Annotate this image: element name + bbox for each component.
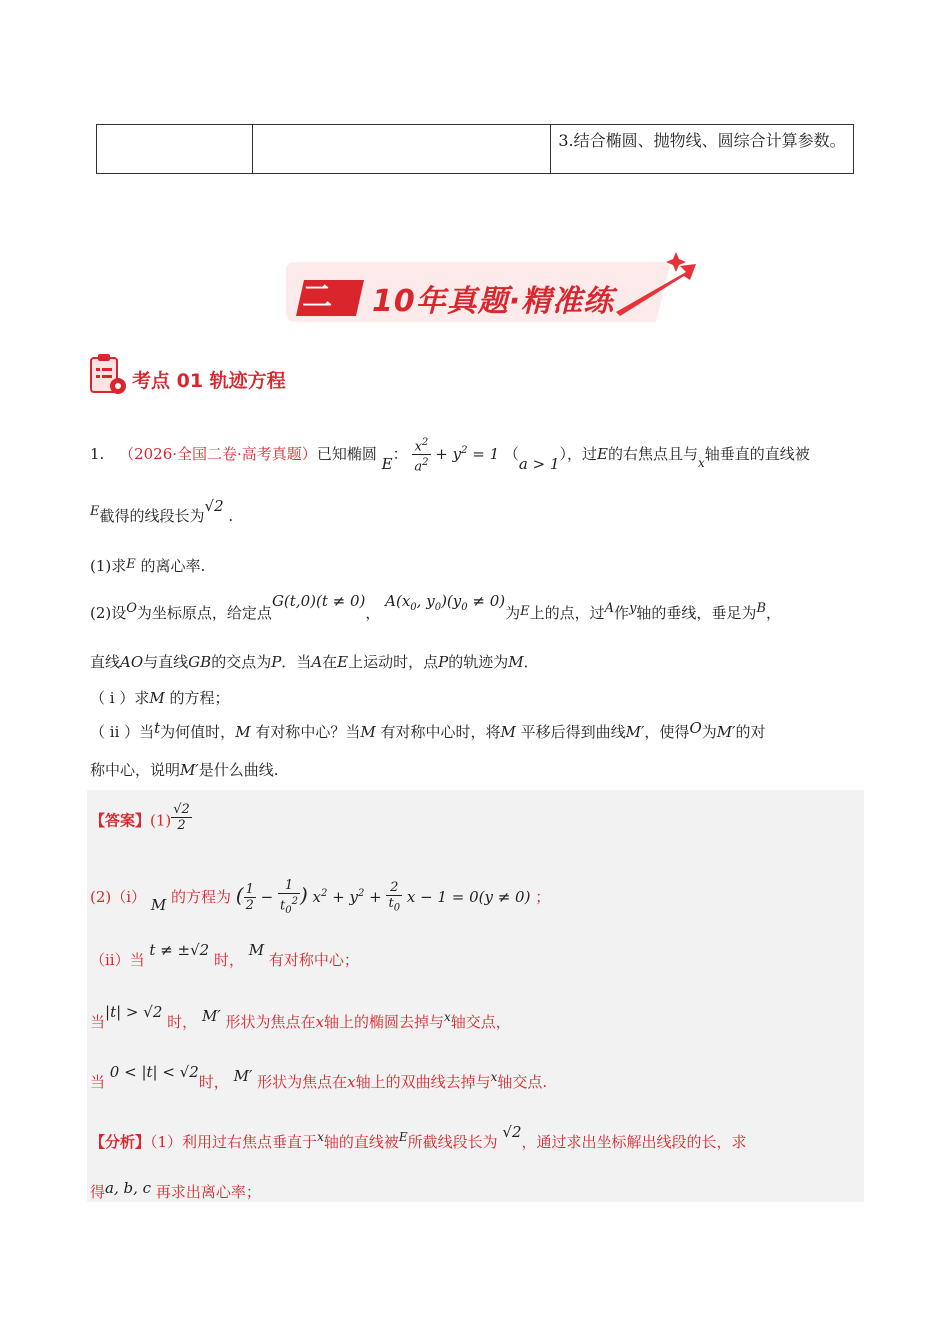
text: 轴的直线被	[323, 1133, 399, 1151]
text: 的离心率.	[140, 557, 206, 575]
text: 时，	[198, 1073, 229, 1091]
text: 截得的线段长为	[99, 507, 205, 525]
table-cell: 3.结合椭圆、抛物线、圆综合计算参数。	[558, 131, 846, 150]
text: ，	[365, 604, 381, 622]
text: （	[503, 444, 519, 463]
text: 轴上的双曲线去掉与	[355, 1073, 491, 1091]
answer-line-4: 当|t| > √2 时， M′ 形状为焦点在x轴上的椭圆去掉与$^x$轴交点，	[90, 1003, 511, 1031]
text: 轴上的椭圆去掉与	[323, 1013, 444, 1031]
text: 的对	[735, 723, 766, 741]
text: 为坐标原点，给定点	[136, 604, 272, 622]
text: (1)	[150, 811, 172, 830]
answer-line-2: (2)（i） M 的方程为 ( $\frac{1}{2}$ − $\frac{1}{t_0^2}$ ) $x^2 + y^2$ + $\frac{2}{t_0}$ x − 1 = 0(y ≠ 0) ；	[90, 878, 551, 916]
text: 在	[322, 653, 338, 671]
analysis-line-1: 【分析】（1）利用过右焦点垂直于$^x$轴的直线被$^E$所截线段长为 √2，通过求出坐标解出线段的长，求	[90, 1123, 747, 1151]
text: 形状为焦点在	[257, 1073, 348, 1091]
problem-qii-2: 称中心，说明M′是什么曲线.	[90, 761, 279, 779]
text: 称中心，说明	[90, 761, 181, 779]
text: 为何值时，	[160, 723, 236, 741]
problem-q1: (1)求E 的离心率.	[90, 557, 206, 575]
answer-label: 【答案】	[90, 811, 151, 830]
text: 的方程为	[170, 887, 231, 906]
text: 已知椭圆	[316, 444, 377, 463]
text: (2)（i）	[90, 887, 147, 906]
text: 轴的垂线，垂足为	[636, 604, 757, 622]
text: 有对称中心；	[268, 951, 359, 969]
text: 的交点为	[211, 653, 272, 671]
text: (2)设	[90, 604, 127, 622]
text: （1）利用过右焦点垂直于	[150, 1133, 318, 1151]
text: ，使得	[644, 723, 690, 741]
text: ，	[766, 604, 782, 622]
text: 轴交点，	[450, 1013, 511, 1031]
text: ．	[523, 653, 539, 671]
problem-qii: （ ii ）当t为何值时，M 有对称中心？当M 有对称中心时，将M 平移后得到曲线M′，使得O为M′的对	[90, 719, 766, 741]
text: 的右焦点且与	[607, 444, 698, 463]
table-divider	[252, 125, 253, 173]
text: 当	[90, 1073, 106, 1091]
banner-title: 10年真题·精准练	[372, 284, 615, 319]
text: 平移后得到曲线	[520, 723, 626, 741]
text: 是什么曲线.	[198, 761, 279, 779]
problem-qi: （ i ）求M 的方程；	[90, 689, 230, 707]
text: ．当	[281, 653, 312, 671]
text: ），过	[559, 444, 598, 463]
problem-q3: 直线AO与直线GB的交点为P．当A在E上运动时，点P的轨迹为M．	[90, 653, 539, 671]
text: （ii）当	[90, 951, 145, 969]
problem-q2: (2)设O为坐标原点，给定点G(t,0)(t ≠ 0)， $A(x_0$, $y_0)(y_0 \ne 0)$为E上的点，过A作y轴的垂线，垂足为B，	[90, 592, 782, 622]
text: 直线	[90, 653, 121, 671]
answer-line-5: 当 0 < |t| < √2时， M′ 形状为焦点在x轴上的双曲线去掉与$^x$轴交点.	[90, 1063, 548, 1091]
text: 再求出离心率；	[155, 1183, 261, 1201]
clipboard-icon	[88, 352, 128, 396]
text: 为	[505, 604, 521, 622]
answer-line-1: 【答案】(1) $\frac{√2}{2}$	[90, 802, 190, 833]
problem-source: （2026·全国二卷·高考真题）	[119, 444, 317, 463]
text: (1)求	[90, 557, 127, 575]
text: ：	[392, 444, 408, 463]
text: （ i ）求	[90, 689, 150, 707]
analysis-label: 【分析】	[90, 1133, 151, 1151]
answer-line-3: （ii）当 t ≠ ±√2 时， M 有对称中心；	[90, 941, 359, 969]
problem-line-2: E截得的线段长为√2 .	[90, 497, 234, 525]
text: 得	[90, 1183, 106, 1201]
text: ；	[535, 887, 551, 906]
text: 有对称中心时，将	[380, 723, 501, 741]
text: 轴垂直的直线被	[704, 444, 810, 463]
text: ，通过求出坐标解出线段的长，求	[521, 1133, 747, 1151]
text: 轴交点.	[497, 1073, 548, 1091]
text: 上运动时，点	[348, 653, 439, 671]
problem-number: 1.	[90, 444, 105, 463]
text: 时，	[213, 951, 244, 969]
text: 有对称中心？当	[255, 723, 361, 741]
text: 的轨迹为	[448, 653, 509, 671]
problem-line-1: 1. （2026·全国二卷·高考真题）已知椭圆 E： $\frac{x^2}{a^2}$ + $y^2 = 1$ （a > 1），过E的右焦点且与$_x$轴垂直的直线被	[90, 437, 810, 475]
text: （ ii ）当	[90, 723, 155, 741]
analysis-line-2: 得a, b, c 再求出离心率；	[90, 1179, 261, 1201]
text: 所截线段长为	[407, 1133, 498, 1151]
text: 与直线	[143, 653, 189, 671]
text: 作	[614, 604, 630, 622]
section-title: 考点 01 轨迹方程	[132, 370, 286, 392]
text: 的方程；	[169, 689, 230, 707]
text: 形状为焦点在	[225, 1013, 316, 1031]
banner-number: 二	[302, 280, 332, 315]
text: 当	[90, 1013, 106, 1031]
text: 为	[701, 723, 717, 741]
text: 时，	[167, 1013, 198, 1031]
requirements-table	[96, 124, 854, 174]
text: 上的点，过	[529, 604, 605, 622]
